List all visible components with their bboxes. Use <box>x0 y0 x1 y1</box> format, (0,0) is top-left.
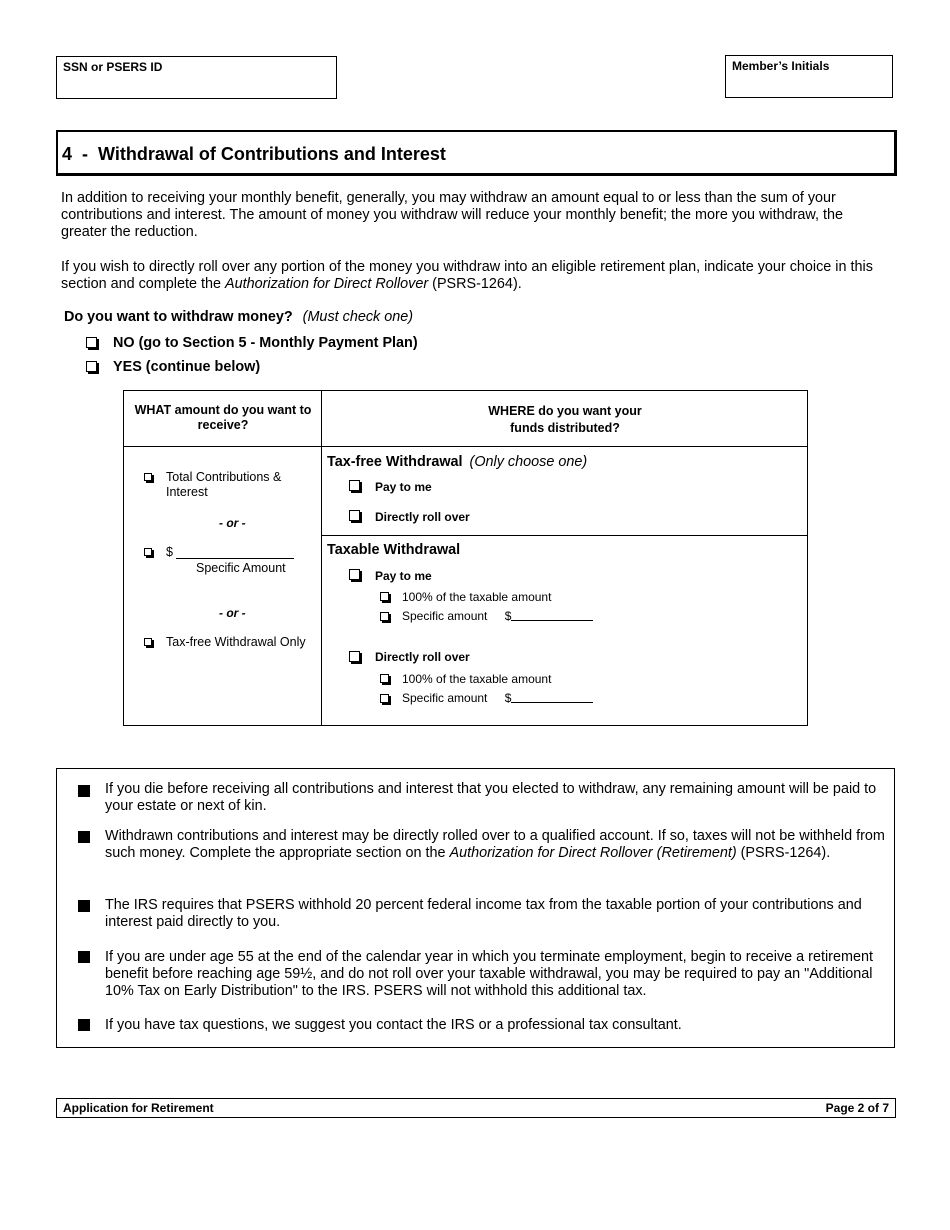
rollover-paragraph <box>61 259 881 293</box>
table-divider-vertical <box>321 391 322 725</box>
bullet-3 <box>78 900 90 912</box>
notes-box <box>56 768 895 1048</box>
what-option-taxfree[interactable] <box>144 635 306 649</box>
withdraw-question-label: Do you want to withdraw money? <box>64 309 293 325</box>
taxfree-pay-label: Pay to me <box>375 480 432 494</box>
taxable-roll-label: Directly roll over <box>375 650 470 664</box>
rollover-text: If you wish to directly roll over any portion of the money you withdraw into an eligible retirement plan, indicate your choice in this section and complete the <box>61 259 873 292</box>
withdraw-question-hint: (Must check one) <box>302 309 414 325</box>
taxable-roll-100-option[interactable] <box>380 672 551 686</box>
pay-specific-label: Specific amount <box>402 609 488 623</box>
rollover-form-name: Authorization for Direct Rollover <box>225 276 429 292</box>
taxable-pay-specific-option[interactable] <box>380 609 593 623</box>
checkbox-taxable-roll[interactable] <box>349 651 360 662</box>
option-yes[interactable] <box>86 359 260 375</box>
section-title-box <box>56 130 897 176</box>
checkbox-taxfree-pay[interactable] <box>349 480 360 491</box>
note-rollover-text: Withdrawn contributions and interest may be directly rolled over to a qualified account. If so, taxes will not be withheld from such money. Complete the appropriate section on the <box>105 828 885 861</box>
or-divider-2: - or - <box>219 606 246 620</box>
taxable-title: Taxable Withdrawal <box>327 542 461 558</box>
what-option-total[interactable] <box>144 470 291 500</box>
checkbox-specific[interactable] <box>144 548 152 556</box>
bullet-2 <box>78 831 90 843</box>
footer-bar <box>56 1098 896 1118</box>
taxfree-hint: (Only choose one) <box>469 454 588 470</box>
intro-paragraph: In addition to receiving your monthly benefit, generally, you may withdraw an amount equal to or less than the sum of your contributions and interest. The amount of money you withdraw will reduce your monthly benefit; the more you withdraw, the greater the reduction. <box>61 190 844 240</box>
pay-specific-input[interactable] <box>511 609 593 621</box>
checkbox-pay-100[interactable] <box>380 592 389 601</box>
note-rollover-form-name: Authorization for Direct Rollover (Retirement) <box>449 845 737 861</box>
withdraw-question <box>64 309 413 325</box>
checkbox-yes[interactable] <box>86 361 97 372</box>
specific-amount-label: Specific Amount <box>196 561 286 575</box>
option-yes-label: YES (continue below) <box>113 359 261 375</box>
pay-dollar-sign: $ <box>504 609 512 623</box>
footer-page-number: Page 2 of 7 <box>825 1101 889 1115</box>
table-header-line <box>124 446 807 447</box>
bullet-4 <box>78 951 90 963</box>
where-header: WHERE do you want your funds distributed? <box>488 404 642 435</box>
or-divider-1: - or - <box>219 516 246 530</box>
bullet-5 <box>78 1019 90 1031</box>
ssn-field[interactable] <box>56 56 337 99</box>
pay-100-label: 100% of the taxable amount <box>402 590 552 604</box>
checkbox-total[interactable] <box>144 473 152 481</box>
taxfree-roll-label: Directly roll over <box>375 510 470 524</box>
withdrawal-table <box>123 390 808 726</box>
checkbox-taxfree-roll[interactable] <box>349 510 360 521</box>
note-estate: If you die before receiving all contributions and interest that you elected to withdraw, any remaining amount will be paid to your estate or next of kin. <box>105 781 877 814</box>
checkbox-taxfree-only[interactable] <box>144 638 152 646</box>
what-header: WHAT amount do you want to receive? <box>134 403 312 432</box>
checkbox-taxable-pay[interactable] <box>349 569 360 580</box>
dollar-sign: $ <box>166 545 173 559</box>
note-rollover-form-code: (PSRS-1264). <box>736 845 831 861</box>
specific-amount-input[interactable] <box>176 545 294 559</box>
section-title: 4 - Withdrawal of Contributions and Interest <box>62 144 446 164</box>
ssn-label: SSN or PSERS ID <box>63 60 163 74</box>
option-no[interactable] <box>86 335 418 351</box>
roll-specific-label: Specific amount <box>402 691 488 705</box>
note-irs-withholding: The IRS requires that PSERS withhold 20 percent federal income tax from the taxable portion of your contributions and interest paid directly to you. <box>105 897 862 930</box>
checkbox-roll-100[interactable] <box>380 674 389 683</box>
total-label: Total Contributions & Interest <box>166 470 282 499</box>
roll-specific-input[interactable] <box>511 691 593 703</box>
checkbox-roll-specific[interactable] <box>380 694 389 703</box>
note-tax-questions: If you have tax questions, we suggest you contact the IRS or a professional tax consultant. <box>105 1017 682 1033</box>
bullet-1 <box>78 785 90 797</box>
taxfree-only-label: Tax-free Withdrawal Only <box>166 635 306 649</box>
roll-dollar-sign: $ <box>504 691 512 705</box>
taxfree-pay-option[interactable] <box>349 480 432 494</box>
taxable-roll-specific-option[interactable] <box>380 691 593 705</box>
taxable-roll-option[interactable] <box>349 650 470 664</box>
taxfree-title: Tax-free Withdrawal <box>327 454 463 470</box>
note-early-distribution: If you are under age 55 at the end of the calendar year in which you terminate employment, begin to receive a retirement benefit before reaching age 59½, and do not roll over your taxable withdrawal, you may be required to pay an "Additional 10% Tax on Early Distribution" to the IRS. PSERS will not withhold this additional tax. <box>105 949 873 999</box>
checkbox-pay-specific[interactable] <box>380 612 389 621</box>
table-section-line <box>322 535 807 536</box>
note-rollover <box>105 828 885 862</box>
rollover-form-code: (PSRS-1264). <box>428 276 522 292</box>
checkbox-no[interactable] <box>86 337 97 348</box>
taxable-pay-100-option[interactable] <box>380 590 551 604</box>
roll-100-label: 100% of the taxable amount <box>402 672 552 686</box>
taxfree-roll-option[interactable] <box>349 510 470 524</box>
member-initials-label: Member’s Initials <box>732 59 830 73</box>
member-initials-field[interactable] <box>725 55 893 98</box>
footer-form-name: Application for Retirement <box>63 1101 214 1115</box>
option-no-label: NO (go to Section 5 - Monthly Payment Plan) <box>113 335 418 351</box>
taxable-pay-option[interactable] <box>349 569 432 583</box>
taxable-pay-label: Pay to me <box>375 569 432 583</box>
taxfree-heading <box>327 454 587 470</box>
